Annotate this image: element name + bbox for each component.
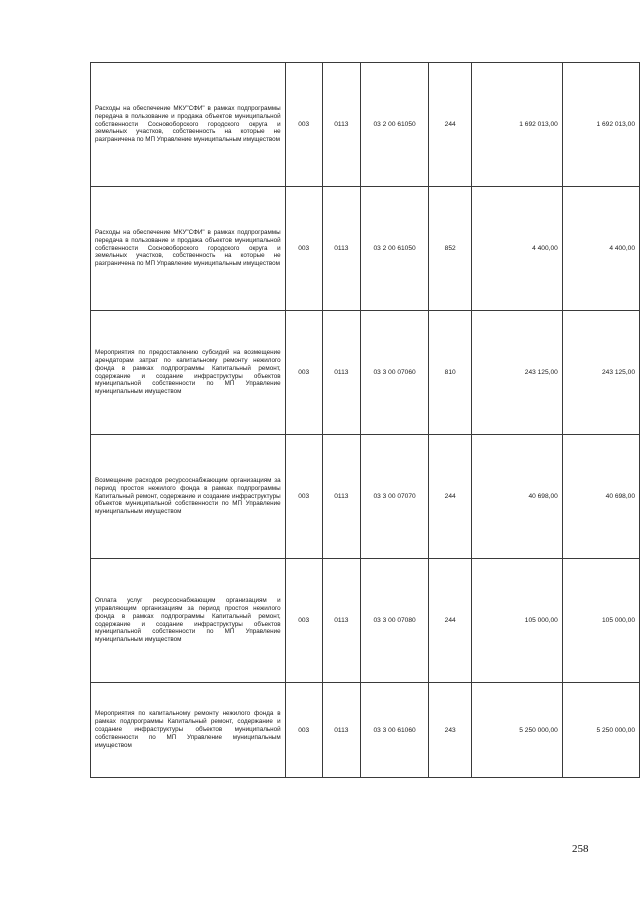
row-target-code: 03 2 00 61050 bbox=[360, 187, 428, 311]
row-section-code: 0113 bbox=[322, 559, 360, 683]
row-expense-type: 244 bbox=[429, 435, 472, 559]
row-ministry-code: 003 bbox=[285, 187, 322, 311]
row-amount-total: 4 400,00 bbox=[562, 187, 639, 311]
row-amount-total: 105 000,00 bbox=[562, 559, 639, 683]
row-amount: 105 000,00 bbox=[472, 559, 563, 683]
row-expense-type: 243 bbox=[429, 683, 472, 778]
table-row bbox=[91, 187, 640, 311]
row-amount: 5 250 000,00 bbox=[472, 683, 563, 778]
table-row bbox=[91, 559, 640, 683]
row-target-code: 03 3 00 07070 bbox=[360, 435, 428, 559]
row-section-code: 0113 bbox=[322, 187, 360, 311]
row-ministry-code: 003 bbox=[285, 63, 322, 187]
row-ministry-code: 003 bbox=[285, 683, 322, 778]
row-expense-type: 810 bbox=[429, 311, 472, 435]
row-description: Возмещение расходов ресурсоснабжающим организациям за период простоя нежилого фонда в рамках подпрограммы Капитальный ремонт, содержание и создание инфраструктуры объектов муниципальной собственности по МП Управление муниципальным имуществом bbox=[91, 435, 286, 559]
page-number: 258 bbox=[572, 843, 589, 855]
row-expense-type: 852 bbox=[429, 187, 472, 311]
row-amount-total: 40 698,00 bbox=[562, 435, 639, 559]
table-row bbox=[91, 63, 640, 187]
row-amount: 243 125,00 bbox=[472, 311, 563, 435]
row-section-code: 0113 bbox=[322, 435, 360, 559]
row-description: Расходы на обеспечение МКУ"СФИ" в рамках подпрограммы передача в пользование и продажа объектов муниципальной собственности Сосновоборского городского округа и земельных участков, собственность на которые не разграничена по МП Управление муниципальным имуществом bbox=[91, 63, 286, 187]
table-row bbox=[91, 683, 640, 778]
row-section-code: 0113 bbox=[322, 683, 360, 778]
row-target-code: 03 3 00 07060 bbox=[360, 311, 428, 435]
budget-table bbox=[90, 62, 640, 778]
row-section-code: 0113 bbox=[322, 311, 360, 435]
row-description: Расходы на обеспечение МКУ"СФИ" в рамках подпрограммы передача в пользование и продажа объектов муниципальной собственности Сосновоборского городского округа и земельных участков, собственность на которые не разграничена по МП Управление муниципальным имуществом bbox=[91, 187, 286, 311]
row-amount: 1 692 013,00 bbox=[472, 63, 563, 187]
row-ministry-code: 003 bbox=[285, 311, 322, 435]
row-amount-total: 1 692 013,00 bbox=[562, 63, 639, 187]
row-target-code: 03 3 00 07080 bbox=[360, 559, 428, 683]
table-row bbox=[91, 435, 640, 559]
table-row bbox=[91, 311, 640, 435]
row-description: Оплата услуг ресурсоснабжающим организациям и управляющим организациям за период простоя нежилого фонда в рамках подпрограммы Капитальный ремонт, содержание и создание инфраструктуры объектов муниципальной собственности по МП Управление муниципальным имуществом bbox=[91, 559, 286, 683]
row-amount-total: 5 250 000,00 bbox=[562, 683, 639, 778]
row-amount-total: 243 125,00 bbox=[562, 311, 639, 435]
row-description: Мероприятия по капитальному ремонту нежилого фонда в рамках подпрограммы Капитальный ремонт, содержание и создание инфраструктуры объектов муниципальной собственности по МП Управление муниципальным имуществом bbox=[91, 683, 286, 778]
row-amount: 4 400,00 bbox=[472, 187, 563, 311]
row-amount: 40 698,00 bbox=[472, 435, 563, 559]
row-expense-type: 244 bbox=[429, 63, 472, 187]
row-description: Мероприятия по предоставлению субсидий на возмещение арендаторам затрат по капитальному ремонту нежилого фонда в рамках подпрограммы Капитальный ремонт, содержание и создание инфраструктуры объектов муниципальной собственности по МП Управление муниципальным имуществом bbox=[91, 311, 286, 435]
row-target-code: 03 2 00 61050 bbox=[360, 63, 428, 187]
row-expense-type: 244 bbox=[429, 559, 472, 683]
row-ministry-code: 003 bbox=[285, 559, 322, 683]
row-target-code: 03 3 00 61060 bbox=[360, 683, 428, 778]
row-section-code: 0113 bbox=[322, 63, 360, 187]
row-ministry-code: 003 bbox=[285, 435, 322, 559]
